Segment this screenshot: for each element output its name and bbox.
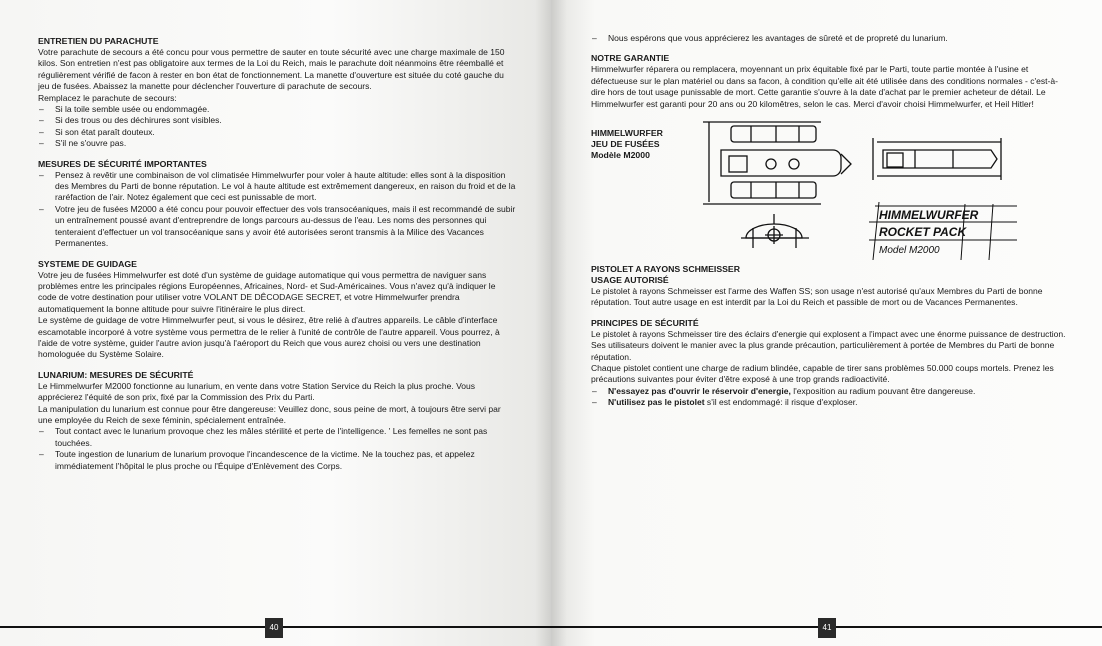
section-subheading-authorized: USAGE AUTORISÉ (591, 275, 669, 286)
section-text: Le pistolet à rayons Schmeisser tire des éclairs d'energie qui explosent a l'impact avec une énorme puissance de destruction. Ses utilisateurs doivent le manier avec la plus grande précaution, particulièrement à portée de Membres du Parti de bonne réputation. (591, 328, 1066, 362)
section-heading-principles: PRINCIPES DE SÉCURITÉ (591, 317, 699, 328)
section-text: Himmelwurfer réparera ou remplacera, moyennant un prix équitable fixé par le Parti, toute partie montée à l'usine et défectueuse sur le plan matériel ou dans sa facon, à condition qu'elle ait été utilisée dans des conditions normales - c'est-à-dire hors de tout usage punissable de mort. Cette garantie s'ouvre à la date d'achat par le premier acheteur de détail. Le Himmelwurfer est garanti pour 20 ans ou 20 kilomêtres, selon le cas. Merci d'avoir choisi Himmelwurfer, et Heil Hitler! (591, 64, 1058, 109)
warning-text: s'il est endommagé: il risque d'exploser. (704, 397, 858, 408)
rocket-pack-front-view (741, 214, 809, 248)
section-text: Chaque pistolet contient une charge de radium blindée, capable de tirer sans problèmes 50.000 coups mortels. Prenez les précautions suivantes pour éviter d'être exposé à une trop grands radioactivité. (591, 363, 1054, 385)
page-number: 41 (818, 618, 836, 638)
list-item: – Si son état paraît douteux. (38, 127, 516, 138)
section-text: Votre jeu de fusées Himmelwurfer est doté d'un système de guidage automatique qui vous permettra de naviguer sans problèmes entre les principales régions Européennes, Africaines, Nord- et Sud-Américaines. Vous n'avez qu'à indiquer le code de votre destination pour utiliser votre VOLANT DE DÊCODAGE SECRET, et votre Himmelwurfer prendra automatiquement la bonne altitude pour suivre l'itinéraire le plus direct. (38, 269, 496, 314)
warning-bold: N'essayez pas d'ouvrir le réservoir d'energie, (608, 385, 791, 396)
section-heading-pistol: PISTOLET A RAYONS SCHMEISSER (591, 264, 741, 275)
product-illustration-block (591, 120, 1069, 260)
bullet-list (38, 426, 516, 472)
list-item: – Toute ingestion de lunarium de lunarium provoque l'incandescence de la victime. Ne la touchez pas, et appelez immédiatement l'hôpital le plus proche ou l'Équipe d'Enlèvement des Corps. (38, 449, 516, 472)
warning-list (591, 386, 1069, 409)
warning-text: l'exposition au radium pouvant être dangereuse. (790, 385, 976, 396)
list-item: – Nous espérons que vous apprécierez les avantages de sûreté et de propreté du lunarium. (591, 33, 1069, 44)
bullet-list (591, 33, 1069, 44)
list-item: – Si la toile semble usée ou endommagée. (38, 104, 516, 115)
section-text: Le système de guidage de votre Himmelwurfer peut, si vous le désirez, être relié à d'autres appareils. Le câble d'interface escamotable incorporé à votre système vous permettra de le relier à l'unité de contrôle de l'autre appareil. Vous pourrez, à l'aide de votre système, guider l'autre avion jusqu'à l'aéroport du Reich que vous aurez choisi ou vers une destination homologuée du Système Solaire. (38, 315, 500, 360)
section-heading-guidance: SYSTEME DE GUIDAGE (38, 258, 137, 269)
section-text: Le Himmelwurfer M2000 fonctionne au lunarium, en vente dans votre Station Service du Reich la plus proche. Vous apprécierez l'équité de son prix, fixé par la Commission des Prix du Parti. (38, 380, 476, 403)
logo-line-1: HIMMELWURFER (879, 208, 979, 223)
rocket-pack-side-view (873, 138, 1001, 180)
section-heading-parachute: ENTRETIEN DU PARACHUTE (38, 36, 159, 46)
right-column (591, 33, 1069, 409)
product-label (591, 128, 663, 161)
product-label-line: JEU DE FUSÉES (591, 139, 660, 150)
list-item: – Tout contact avec le lunarium provoque chez les mâles stérilité et perte de l'intelligence. ' Les femelles ne sont pas touchées. (38, 426, 516, 449)
logo-line-2: ROCKET PACK (879, 225, 967, 240)
list-item: – Votre jeu de fusées M2000 a été concu pour pouvoir effectuer des vols transocéaniques, mais il est recommandé de subir un entraînement poussé avant d'entreprendre de longs parcours au-dessus de l'eau. Les noms des personnes qui tenteraient d'effectuer un vol transocéanique sans y avoir été autorisées seront transmis à la Milice des Vacances Permanentes. (38, 204, 516, 250)
list-item: – Si des trous ou des déchirures sont visibles. (38, 115, 516, 126)
section-text: Le pistolet à rayons Schmeisser est l'arme des Waffen SS; son usage n'est autorisé qu'aux Membres du Parti de bonne réputation. Tout autre usage en est interdit par la Loi du Reich et passible de mort ou de Vacances Permanentes. (591, 286, 1043, 308)
rocket-pack-top-view (703, 122, 851, 204)
section-heading-lunarium: LUNARIUM: MESURES DE SÉCURITÉ (38, 369, 194, 380)
himmelwurfer-logo (869, 202, 1019, 262)
logo-line-3: Model M2000 (879, 245, 940, 257)
warning-bold: N'utilisez pas le pistolet (608, 397, 705, 408)
list-item: – Pensez à revêtir une combinaison de vol climatisée Himmelwurfer pour voler à haute altitude: elles sont à la disposition des Membres du Parti de bonne réputation. Le vol à haute altitude est extrêmement dangereux, en raison du froid et de la raréfaction de l'air. Notez également que ceci est punissable de mort. (38, 170, 516, 204)
section-text: Votre parachute de secours a été concu pour vous permettre de sauter en toute sécurité avec une charge maximale de 150 kilos. Son entretien n'est pas obligatoire aux termes de la Loi du Reich, mais le parachute doit néanmoins être réemballé et régulièrement vérifié de facon à rester en bon état de fonctionnement. La manette d'ouverture est située du coté gauche du jeu de fusées. Abaissez la manette pour déclencher l'ouverture di parachute de secours. (38, 47, 505, 92)
section-text: La manipulation du lunarium est connue pour être dangereuse: Veuillez donc, sous peine de mort, à toujours être servi par une employée du Reich de sexe féminin, spécialement entraînée. (38, 403, 501, 425)
warning-item (591, 397, 1069, 408)
logo-graphic (869, 202, 1019, 262)
section-heading-guarantee: NOTRE GARANTIE (591, 53, 670, 64)
product-label-line: Modèle M2000 (591, 150, 650, 161)
left-column (38, 30, 516, 472)
bullet-list (38, 104, 516, 150)
page-number: 40 (265, 618, 283, 638)
right-page (551, 0, 1102, 646)
list-item: – S'il ne s'ouvre pas. (38, 138, 516, 149)
bullet-list (38, 170, 516, 250)
warning-item (591, 386, 1069, 397)
product-label-line: HIMMELWURFER (591, 128, 663, 139)
section-text: Remplacez le parachute de secours: (38, 92, 177, 103)
section-heading-safety: MESURES DE SÉCURITÉ IMPORTANTES (38, 158, 207, 169)
